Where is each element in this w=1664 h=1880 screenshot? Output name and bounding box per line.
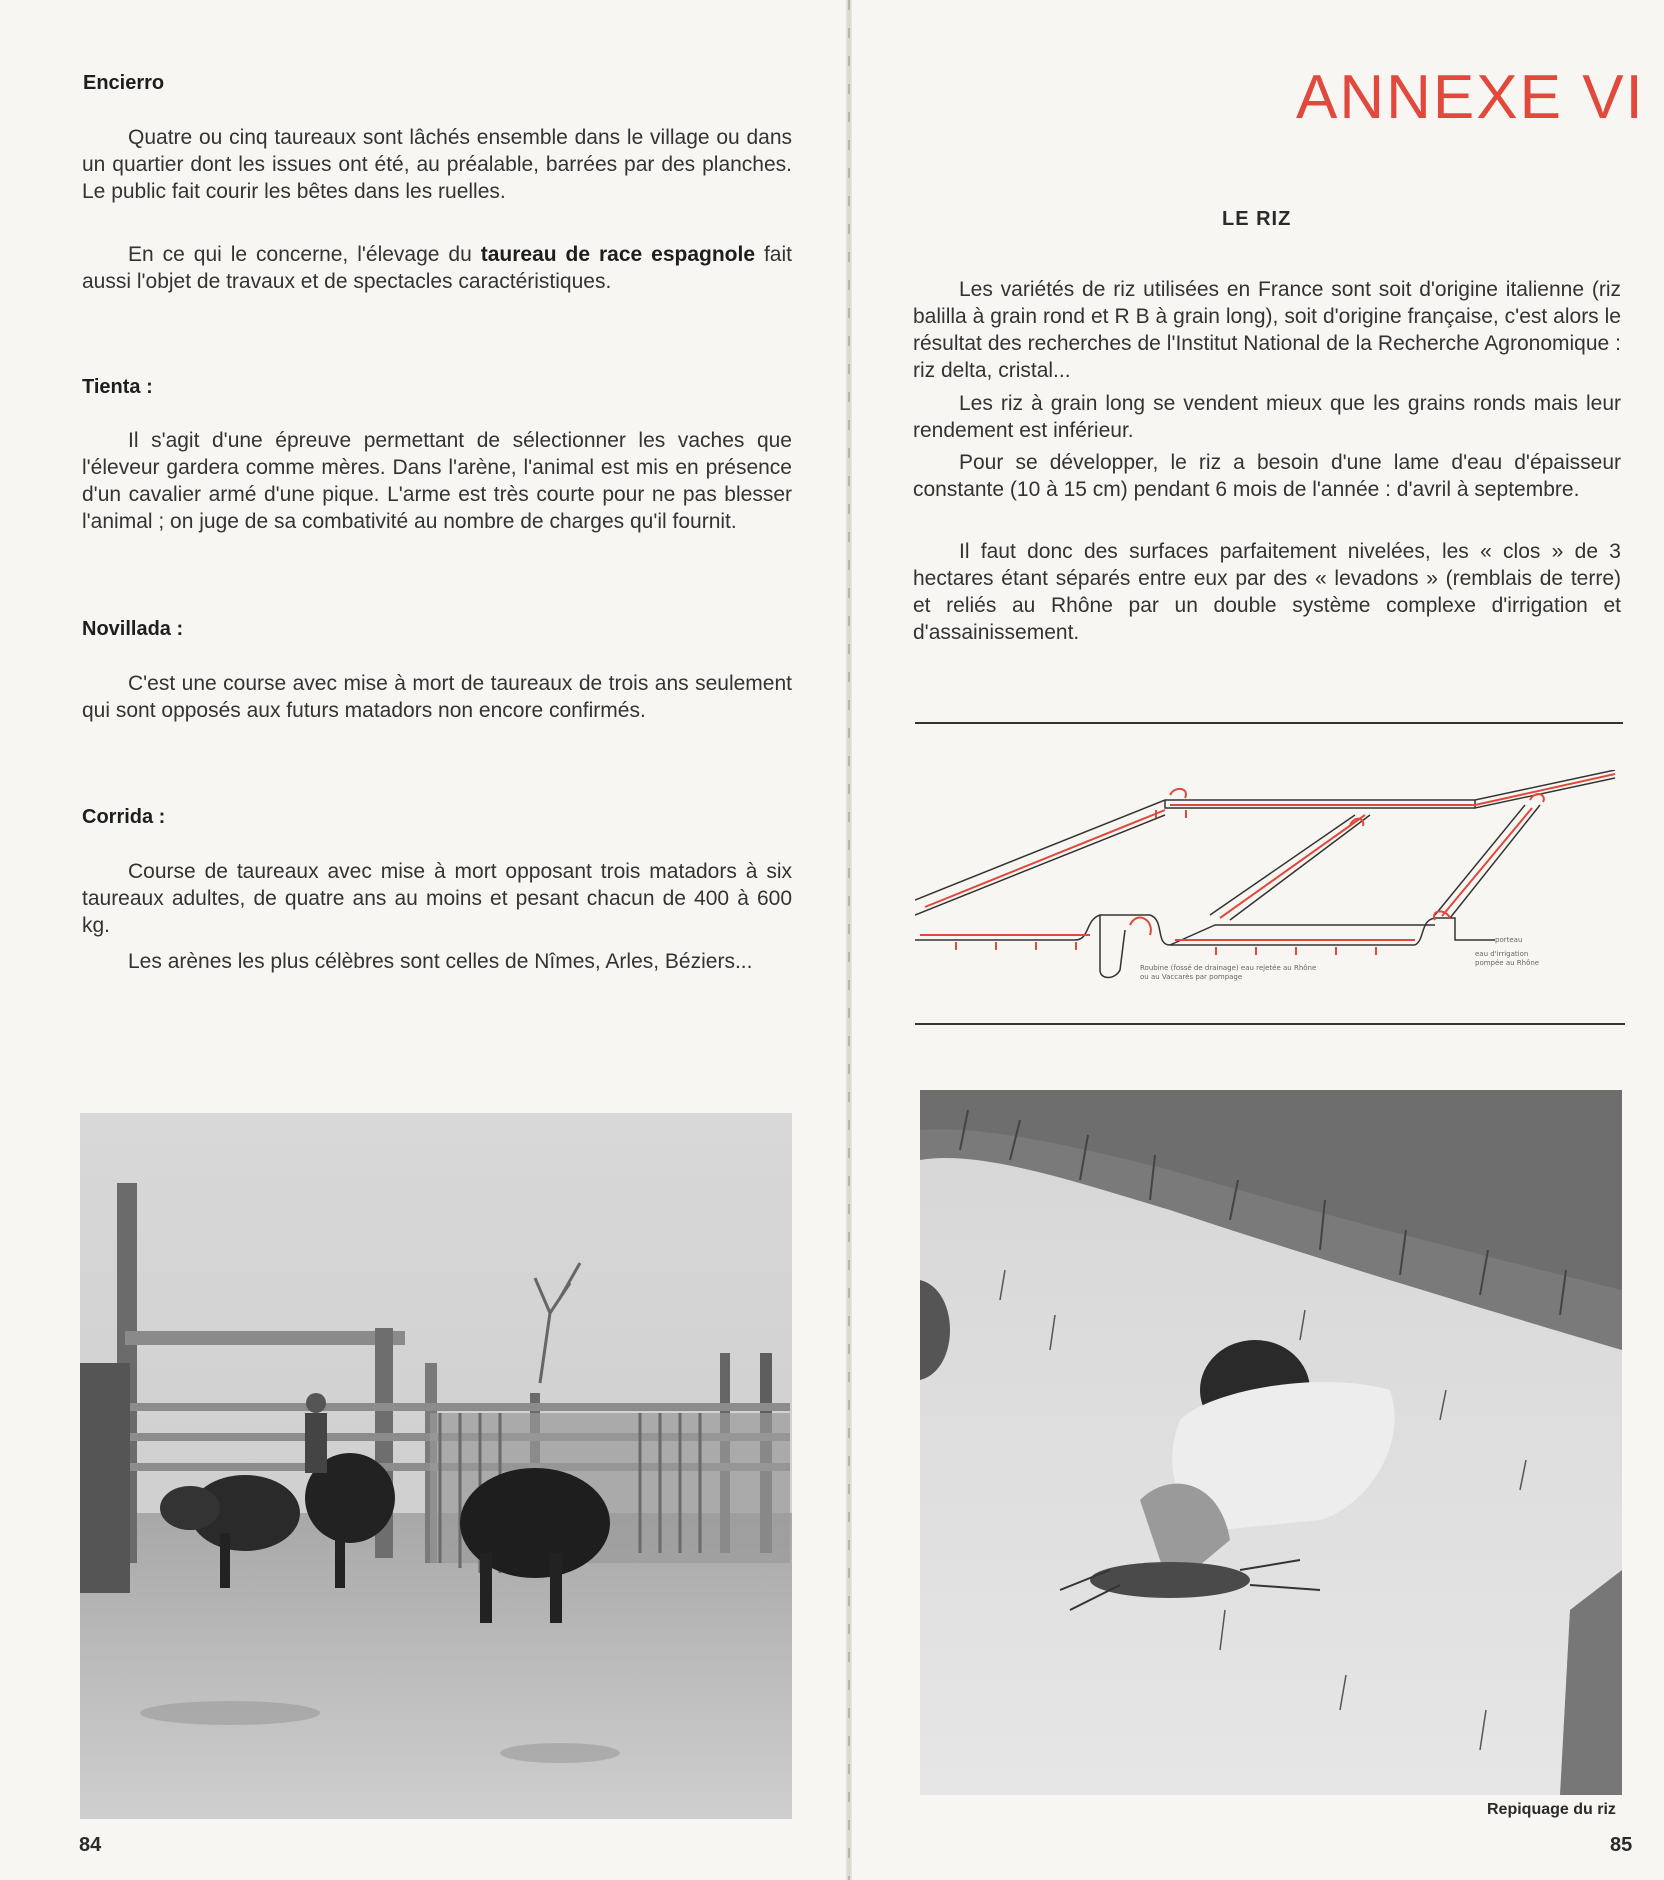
diagram-label-irrigation-1: eau d'irrigation — [1475, 950, 1529, 958]
para-taureau-text-1: En ce qui le concerne, l'élevage du — [128, 243, 481, 266]
page-number-left: 84 — [79, 1834, 102, 1856]
rice-field-irrigation-diagram — [915, 770, 1625, 995]
para-riz-1: Les variétés de riz utilisées en France sont soit d'origine italienne (riz balilla à grain rond et R B à grain long), soit d'origine française, c'est alors le résultat des recherches de l'Institut National de la Recherche Agronomique : riz delta, cristal... — [913, 278, 1621, 382]
photo-caption: Repiquage du riz — [1487, 1801, 1616, 1818]
diagram-label-roubine-2: ou au Vaccarès par pompage — [1140, 973, 1243, 981]
binding-stitches — [848, 0, 850, 1880]
para-corrida-2: Les arènes les plus célèbres sont celles de Nîmes, Arles, Béziers... — [128, 950, 753, 973]
para-riz-3: Pour se développer, le riz a besoin d'une lame d'eau d'épaisseur constante (10 à 15 cm) pendant 6 mois de l'année : d'avril à septembre. — [913, 451, 1621, 501]
diagram-label-roubine-1: Roubine (fossé de drainage) eau rejetée au Rhône — [1140, 964, 1317, 972]
para-taureau-text-2: fait aussi l'objet de travaux et de spectacles caractéristiques. — [82, 243, 792, 293]
diagram-label-porteau: porteau — [1495, 936, 1523, 944]
para-corrida-1: Course de taureaux avec mise à mort opposant trois matadors à six taureaux adultes, de quatre ans au moins et pesant chacun de 400 à 600 kg. — [82, 860, 792, 937]
para-encierro: Quatre ou cinq taureaux sont lâchés ensemble dans le village ou dans un quartier dont les issues ont été, au préalable, barrées par des planches. Le public fait courir les bêtes dans les ruelles. — [82, 126, 792, 203]
diagram-label-irrigation-2: pompée au Rhône — [1475, 959, 1540, 967]
heading-encierro: Encierro — [83, 72, 165, 94]
rice-transplanting-photo — [920, 1090, 1622, 1795]
para-taureau-bold: taureau de race espagnole — [480, 243, 756, 266]
heading-tienta: Tienta : — [82, 376, 153, 398]
page-number-right: 85 — [1610, 1834, 1633, 1856]
para-taureau-espagnol — [82, 241, 792, 295]
para-riz-2: Les riz à grain long se vendent mieux que les grains ronds mais leur rendement est inférieur. — [913, 392, 1621, 442]
rice-transplanting-illustration — [920, 1090, 1622, 1795]
heading-novillada: Novillada : — [82, 618, 184, 640]
para-novillada: C'est une course avec mise à mort de taureaux de trois ans seulement qui sont opposés aux futurs matadors non encore confirmés. — [82, 672, 792, 722]
bull-pen-illustration — [80, 1113, 792, 1819]
section-title-le-riz: LE RIZ — [1222, 208, 1292, 230]
para-tienta: Il s'agit d'une épreuve permettant de sélectionner les vaches que l'éleveur gardera comme mères. Dans l'arène, l'animal est mis en présence d'un cavalier armé d'une pique. L'arme est très courte pour ne pas blesser l'animal ; on juge de sa combativité au nombre de charges qu'il fournit. — [82, 429, 792, 533]
heading-corrida: Corrida : — [82, 806, 166, 828]
diagram-bottom-rule — [915, 1023, 1625, 1025]
para-riz-4: Il faut donc des surfaces parfaitement nivelées, les « clos » de 3 hectares étant séparés entre eux par des « levadons » (remblais de terre) et reliés au Rhône par un double système complexe d'irrigation et d'assainissement. — [913, 540, 1621, 644]
annex-title: ANNEXE VI — [1296, 63, 1645, 132]
diagram-top-rule — [915, 722, 1623, 724]
bull-pen-photo — [80, 1113, 792, 1819]
